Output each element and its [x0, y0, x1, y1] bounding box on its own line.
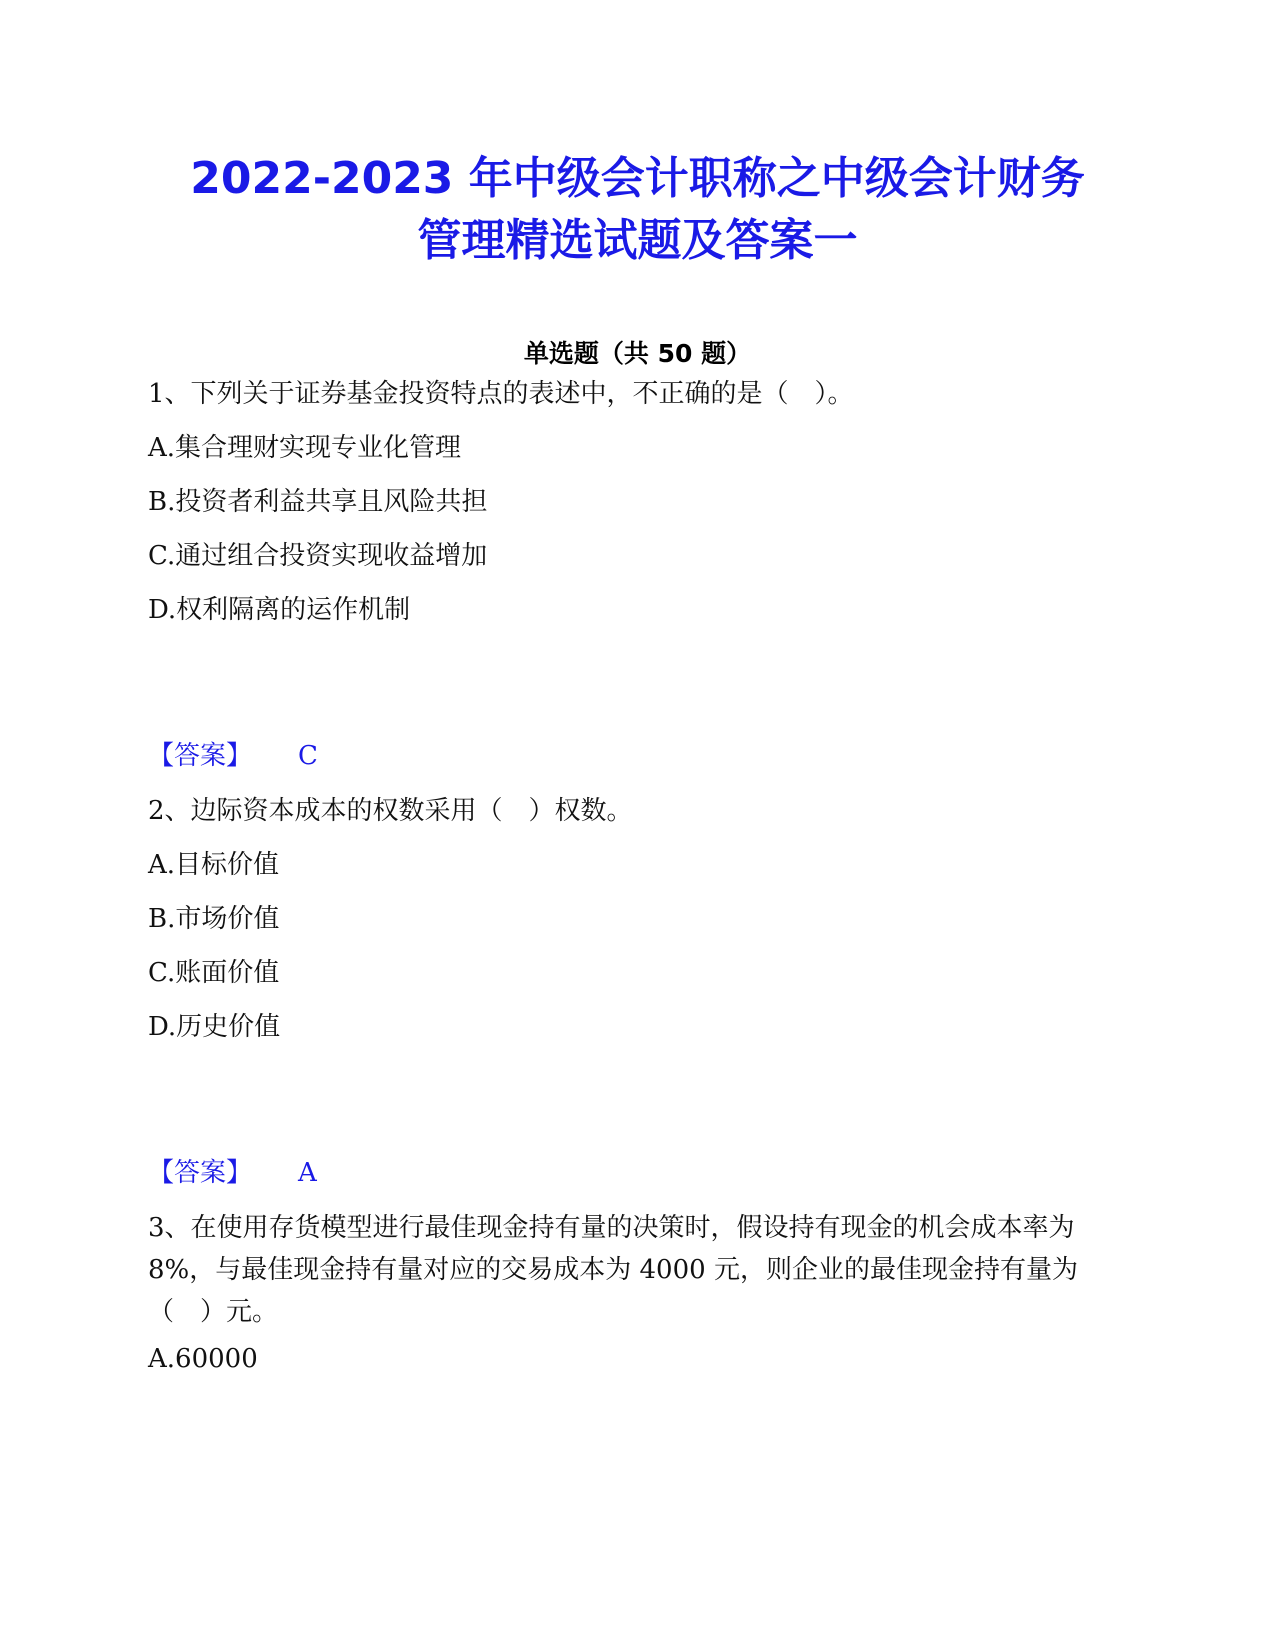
answer-value: A: [298, 1158, 317, 1188]
question-2-answer: [148, 1155, 317, 1191]
question-2-option-a: A.目标价值: [148, 850, 280, 880]
question-1-option-c: C.通过组合投资实现收益增加: [148, 541, 488, 571]
answer-label: 【答案】: [148, 741, 253, 771]
question-1-option-d: D.权利隔离的运作机制: [148, 595, 411, 625]
answer-label: 【答案】: [148, 1158, 253, 1188]
document-title-line-1: 2022-2023 年中级会计职称之中级会计财务: [190, 153, 1085, 204]
question-2-option-c: C.账面价值: [148, 958, 280, 988]
document-title-line-2: 管理精选试题及答案一: [417, 215, 858, 266]
question-1-option-b: B.投资者利益共享且风险共担: [148, 487, 488, 517]
question-1-stem: 1、下列关于证券基金投资特点的表述中，不正确的是（ ）。: [148, 379, 854, 409]
question-2-option-d: D.历史价值: [148, 1012, 281, 1042]
question-2-stem: 2、边际资本成本的权数采用（ ）权数。: [148, 796, 633, 826]
question-3-stem: 3、在使用存货模型进行最佳现金持有量的决策时，假设持有现金的机会成本率为 8%，与最佳现金持有量对应的交易成本为 4000 元，则企业的最佳现金持有量为（ ）元。: [148, 1213, 1078, 1327]
answer-value: C: [298, 741, 318, 771]
question-1-option-a: A.集合理财实现专业化管理: [148, 433, 462, 463]
question-1-answer: [148, 738, 318, 774]
section-heading: 单选题（共 50 题）: [523, 339, 752, 368]
question-3-option-a: A.60000: [148, 1344, 258, 1374]
document-title: [100, 148, 1175, 272]
question-2-option-b: B.市场价值: [148, 904, 280, 934]
